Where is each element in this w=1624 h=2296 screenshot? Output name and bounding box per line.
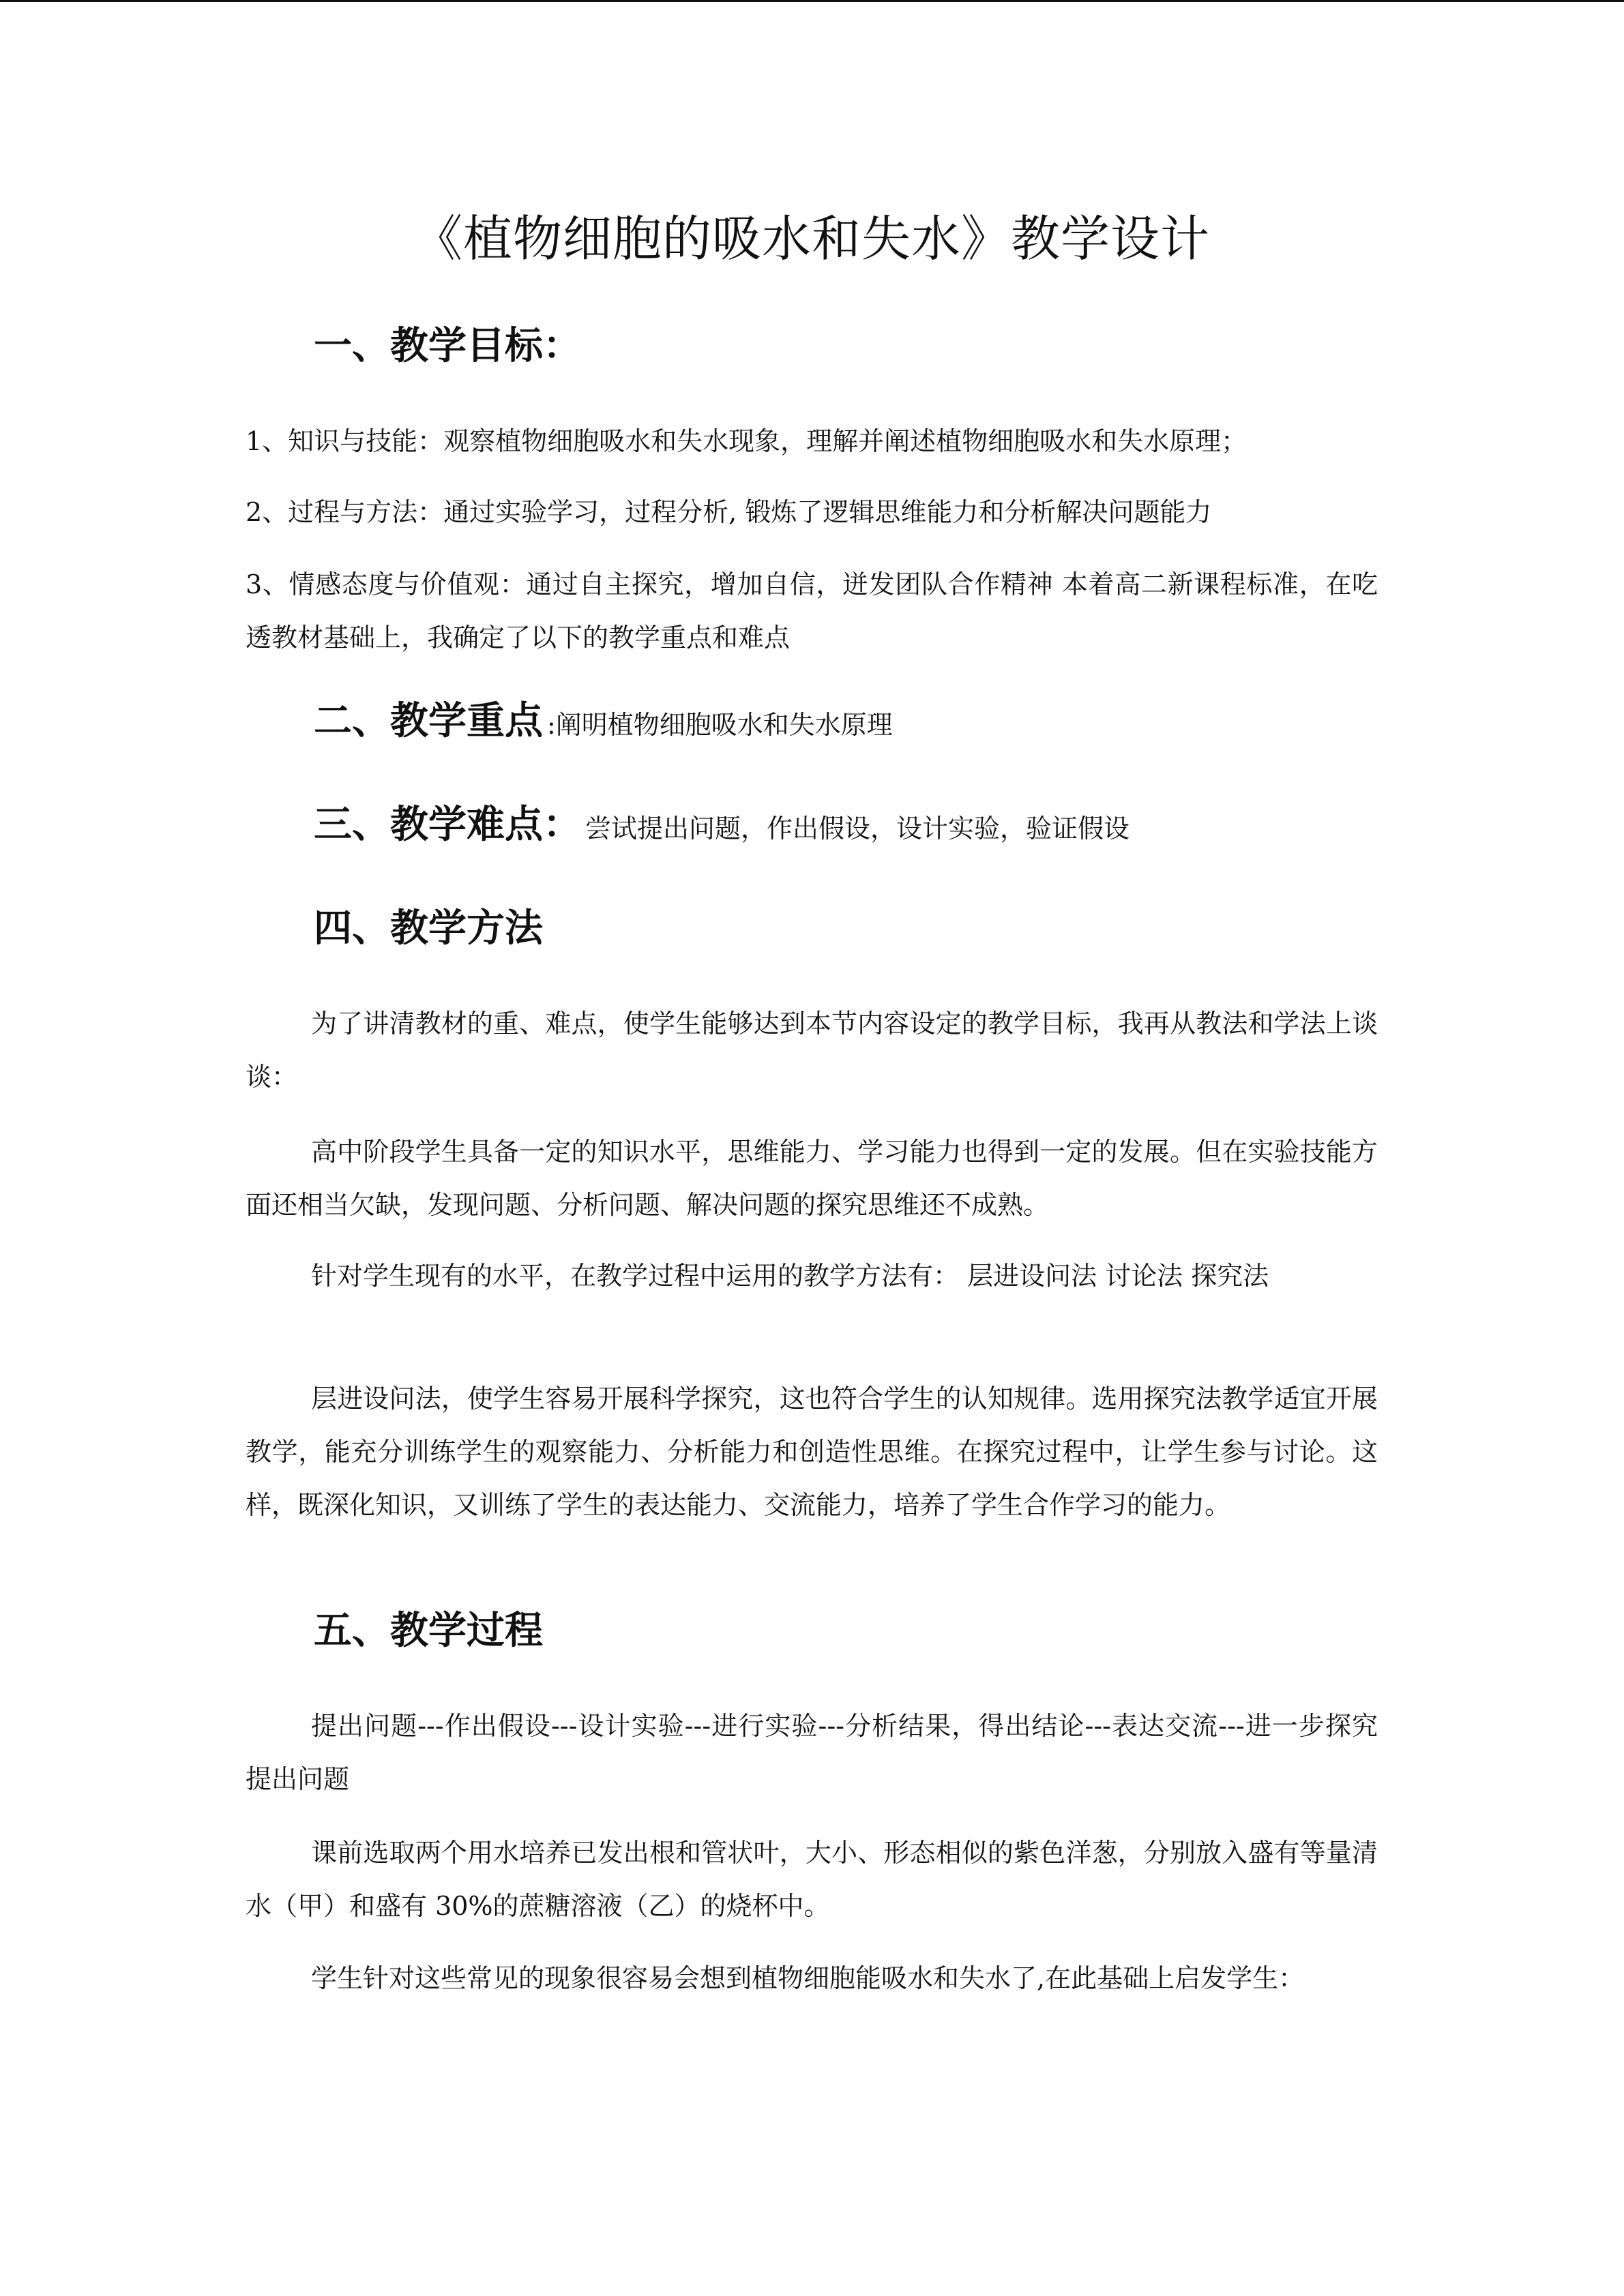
section-heading-methods: 四、教学方法 — [314, 906, 543, 951]
methods-paragraph-4: 层进设问法，使学生容易开展科学探究，这也符合学生的认知规律。选用探究法教学适宜开展教学，能充分训练学生的观察能力、分析能力和创造性思维。在探究过程中，让学生参与讨论。这样，既深化知识，又训练了学生的表达能力、交流能力，培养了学生合作学习的能力。 — [246, 1384, 1378, 1520]
document-title: 《植物细胞的吸水和失水》教学设计 — [413, 210, 1210, 267]
key-points-heading-text: 二、教学重点 — [314, 699, 543, 743]
methods-paragraph-3: 针对学生现有的水平，在教学过程中运用的教学方法有： 层进设问法 讨论法 探究法 — [311, 1261, 1269, 1291]
methods-paragraph-1: 为了讲清教材的重、难点，使学生能够达到本节内容设定的教学目标，我再从教法和学法上谈谈： — [246, 1009, 1378, 1092]
objective-item-3: 3、情感态度与价值观：通过自主探究，增加自信，迸发团队合作精神 本着高二新课程标准，在吃透教材基础上，我确定了以下的教学重点和难点 — [246, 569, 1378, 653]
section-heading-key-points — [314, 694, 893, 752]
top-border-line — [0, 0, 1624, 2]
methods-paragraph-2: 高中阶段学生具备一定的知识水平，思维能力、学习能力也得到一定的发展。但在实验技能方面还相当欠缺，发现问题、分析问题、解决问题的探究思维还不成熟。 — [246, 1137, 1378, 1220]
objective-item-1: 1、知识与技能：观察植物细胞吸水和失水现象，理解并阐述植物细胞吸水和失水原理； — [246, 426, 1247, 456]
section-heading-difficulties — [314, 798, 1130, 856]
section-heading-process: 五、教学过程 — [314, 1609, 543, 1653]
process-paragraph-1: 提出问题---作出假设---设计实验---进行实验---分析结果，得出结论---表达交流---进一步探究 提出问题 — [246, 1711, 1378, 1794]
difficulties-heading-text: 三、教学难点： — [314, 803, 581, 847]
process-paragraph-3: 学生针对这些常见的现象很容易会想到植物细胞能吸水和失水了,在此基础上启发学生： — [311, 1963, 1305, 1993]
process-paragraph-2: 课前选取两个用水培养已发出根和管状叶，大小、形态相似的紫色洋葱，分别放入盛有等量清水（甲）和盛有 30%的蔗糖溶液（乙）的烧杯中。 — [246, 1838, 1378, 1921]
objective-item-2: 2、过程与方法：通过实验学习，过程分析, 锻炼了逻辑思维能力和分析解决问题能力 — [246, 497, 1212, 527]
section-heading-objectives: 一、教学目标： — [314, 324, 581, 368]
key-points-text: :阐明植物细胞吸水和失水原理 — [547, 710, 893, 740]
difficulties-text: 尝试提出问题，作出假设，设计实验，验证假设 — [585, 814, 1130, 844]
